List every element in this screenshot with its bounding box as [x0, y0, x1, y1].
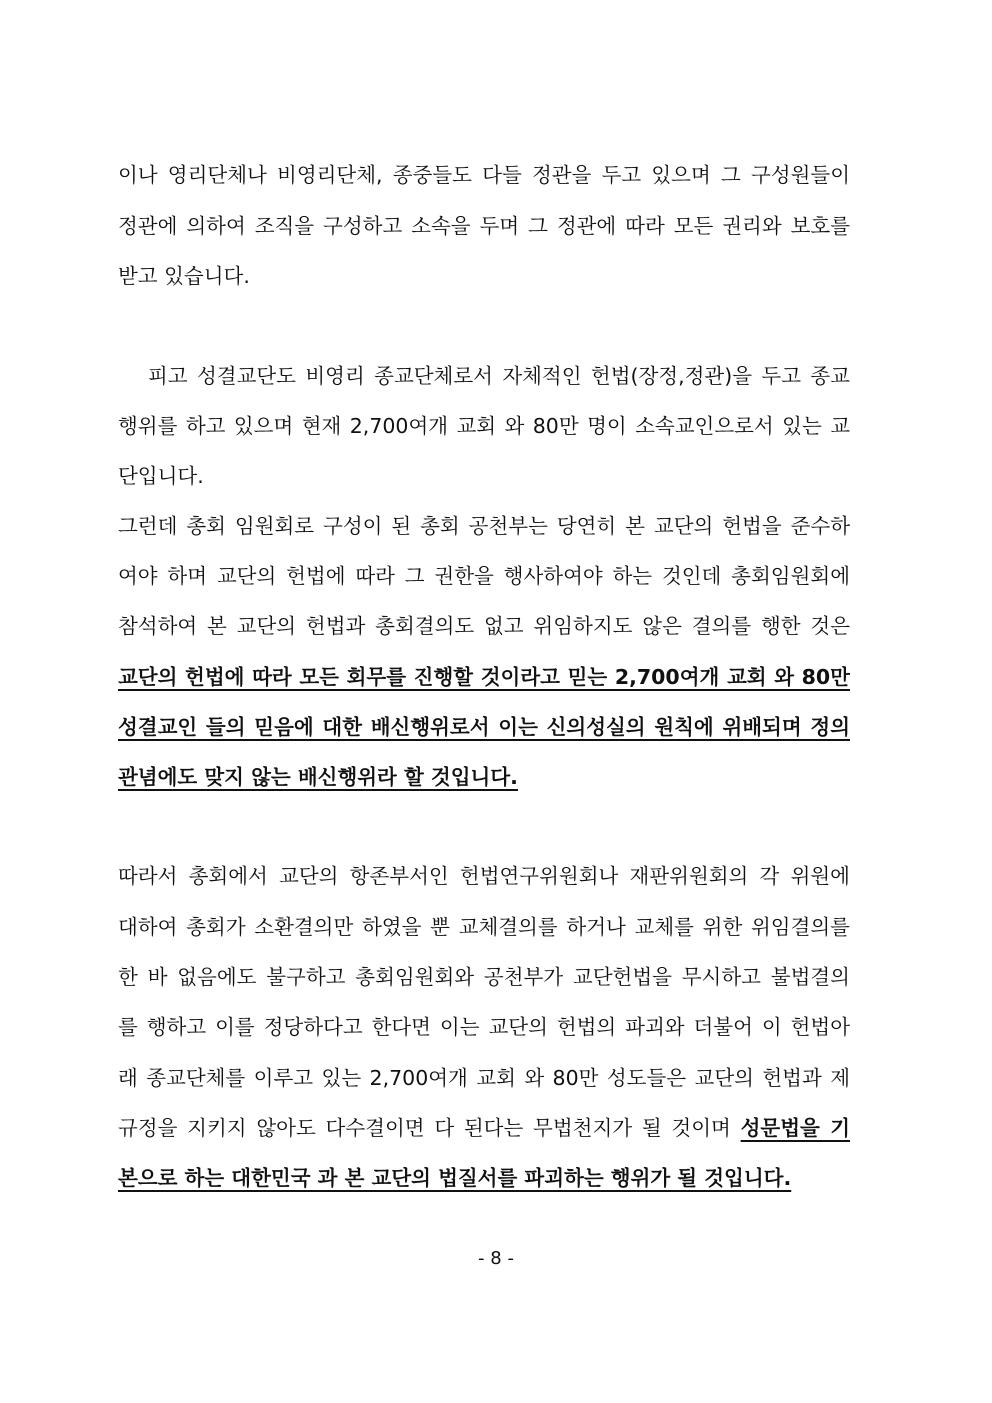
text-line: 래 종교단체를 이루고 있는 2,700여개 교회 와 80만 성도들은 교단의 헌법과 제 [118, 1066, 850, 1090]
page-number: - 8 - [478, 1248, 514, 1269]
mixed-line [118, 1113, 850, 1143]
text-line: 여야 하며 교단의 헌법에 따라 그 권한을 행사하여야 하는 것인데 총회임원회에 [118, 564, 850, 588]
emphasis-line: 교단의 헌법에 따라 모든 회무를 진행할 것이라고 믿는 2,700여개 교회 와 80만 [118, 665, 850, 689]
text-line: 그런데 총회 임원회로 구성이 된 총회 공천부는 당연히 본 교단의 헌법을 준수하 [118, 514, 850, 538]
emphasis-line: 본으로 하는 대한민국 과 본 교단의 법질서를 파괴하는 행위가 될 것입니다. [118, 1166, 792, 1190]
text-line: 받고 있습니다. [118, 264, 250, 288]
text-line: 참석하여 본 교단의 헌법과 총회결의도 없고 위임하지도 않은 결의를 행한 것은 [118, 614, 850, 638]
text-line: 행위를 하고 있으며 현재 2,700여개 교회 와 80만 명이 소속교인으로서 있는 교 [118, 414, 850, 438]
text-line: 대하여 총회가 소환결의만 하였을 뿐 교체결의를 하거나 교체를 위한 위임결의를 [118, 915, 850, 939]
text-line: 정관에 의하여 조직을 구성하고 소속을 두며 그 정관에 따라 모든 권리와 보호를 [118, 214, 850, 238]
emphasis-line: 관념에도 맞지 않는 배신행위라 할 것입니다. [118, 765, 518, 789]
emphasis-segment: 성문법을 기 [740, 1116, 850, 1140]
text-line: 단입니다. [118, 464, 204, 488]
text-line: 를 행하고 이를 정당하다고 한다면 이는 교단의 헌법의 파괴와 더불어 이 헌법아 [118, 1015, 850, 1039]
text-line: 한 바 없음에도 불구하고 총회임원회와 공천부가 교단헌법을 무시하고 불법결의 [118, 965, 850, 989]
text-line: 피고 성결교단도 비영리 종교단체로서 자체적인 헌법(장정,정관)을 두고 종교 [148, 364, 850, 388]
emphasis-line: 성결교인 들의 믿음에 대한 배신행위로서 이는 신의성실의 원칙에 위배되며 정의 [118, 715, 850, 739]
plain-segment: 규정을 지키지 않아도 다수결이면 다 된다는 무법천지가 될 것이며 [118, 1116, 741, 1140]
text-line: 따라서 총회에서 교단의 항존부서인 헌법연구위원회나 재판위원회의 각 위원에 [118, 864, 850, 888]
text-line: 이나 영리단체나 비영리단체, 종중들도 다들 정관을 두고 있으며 그 구성원들이 [118, 163, 850, 187]
